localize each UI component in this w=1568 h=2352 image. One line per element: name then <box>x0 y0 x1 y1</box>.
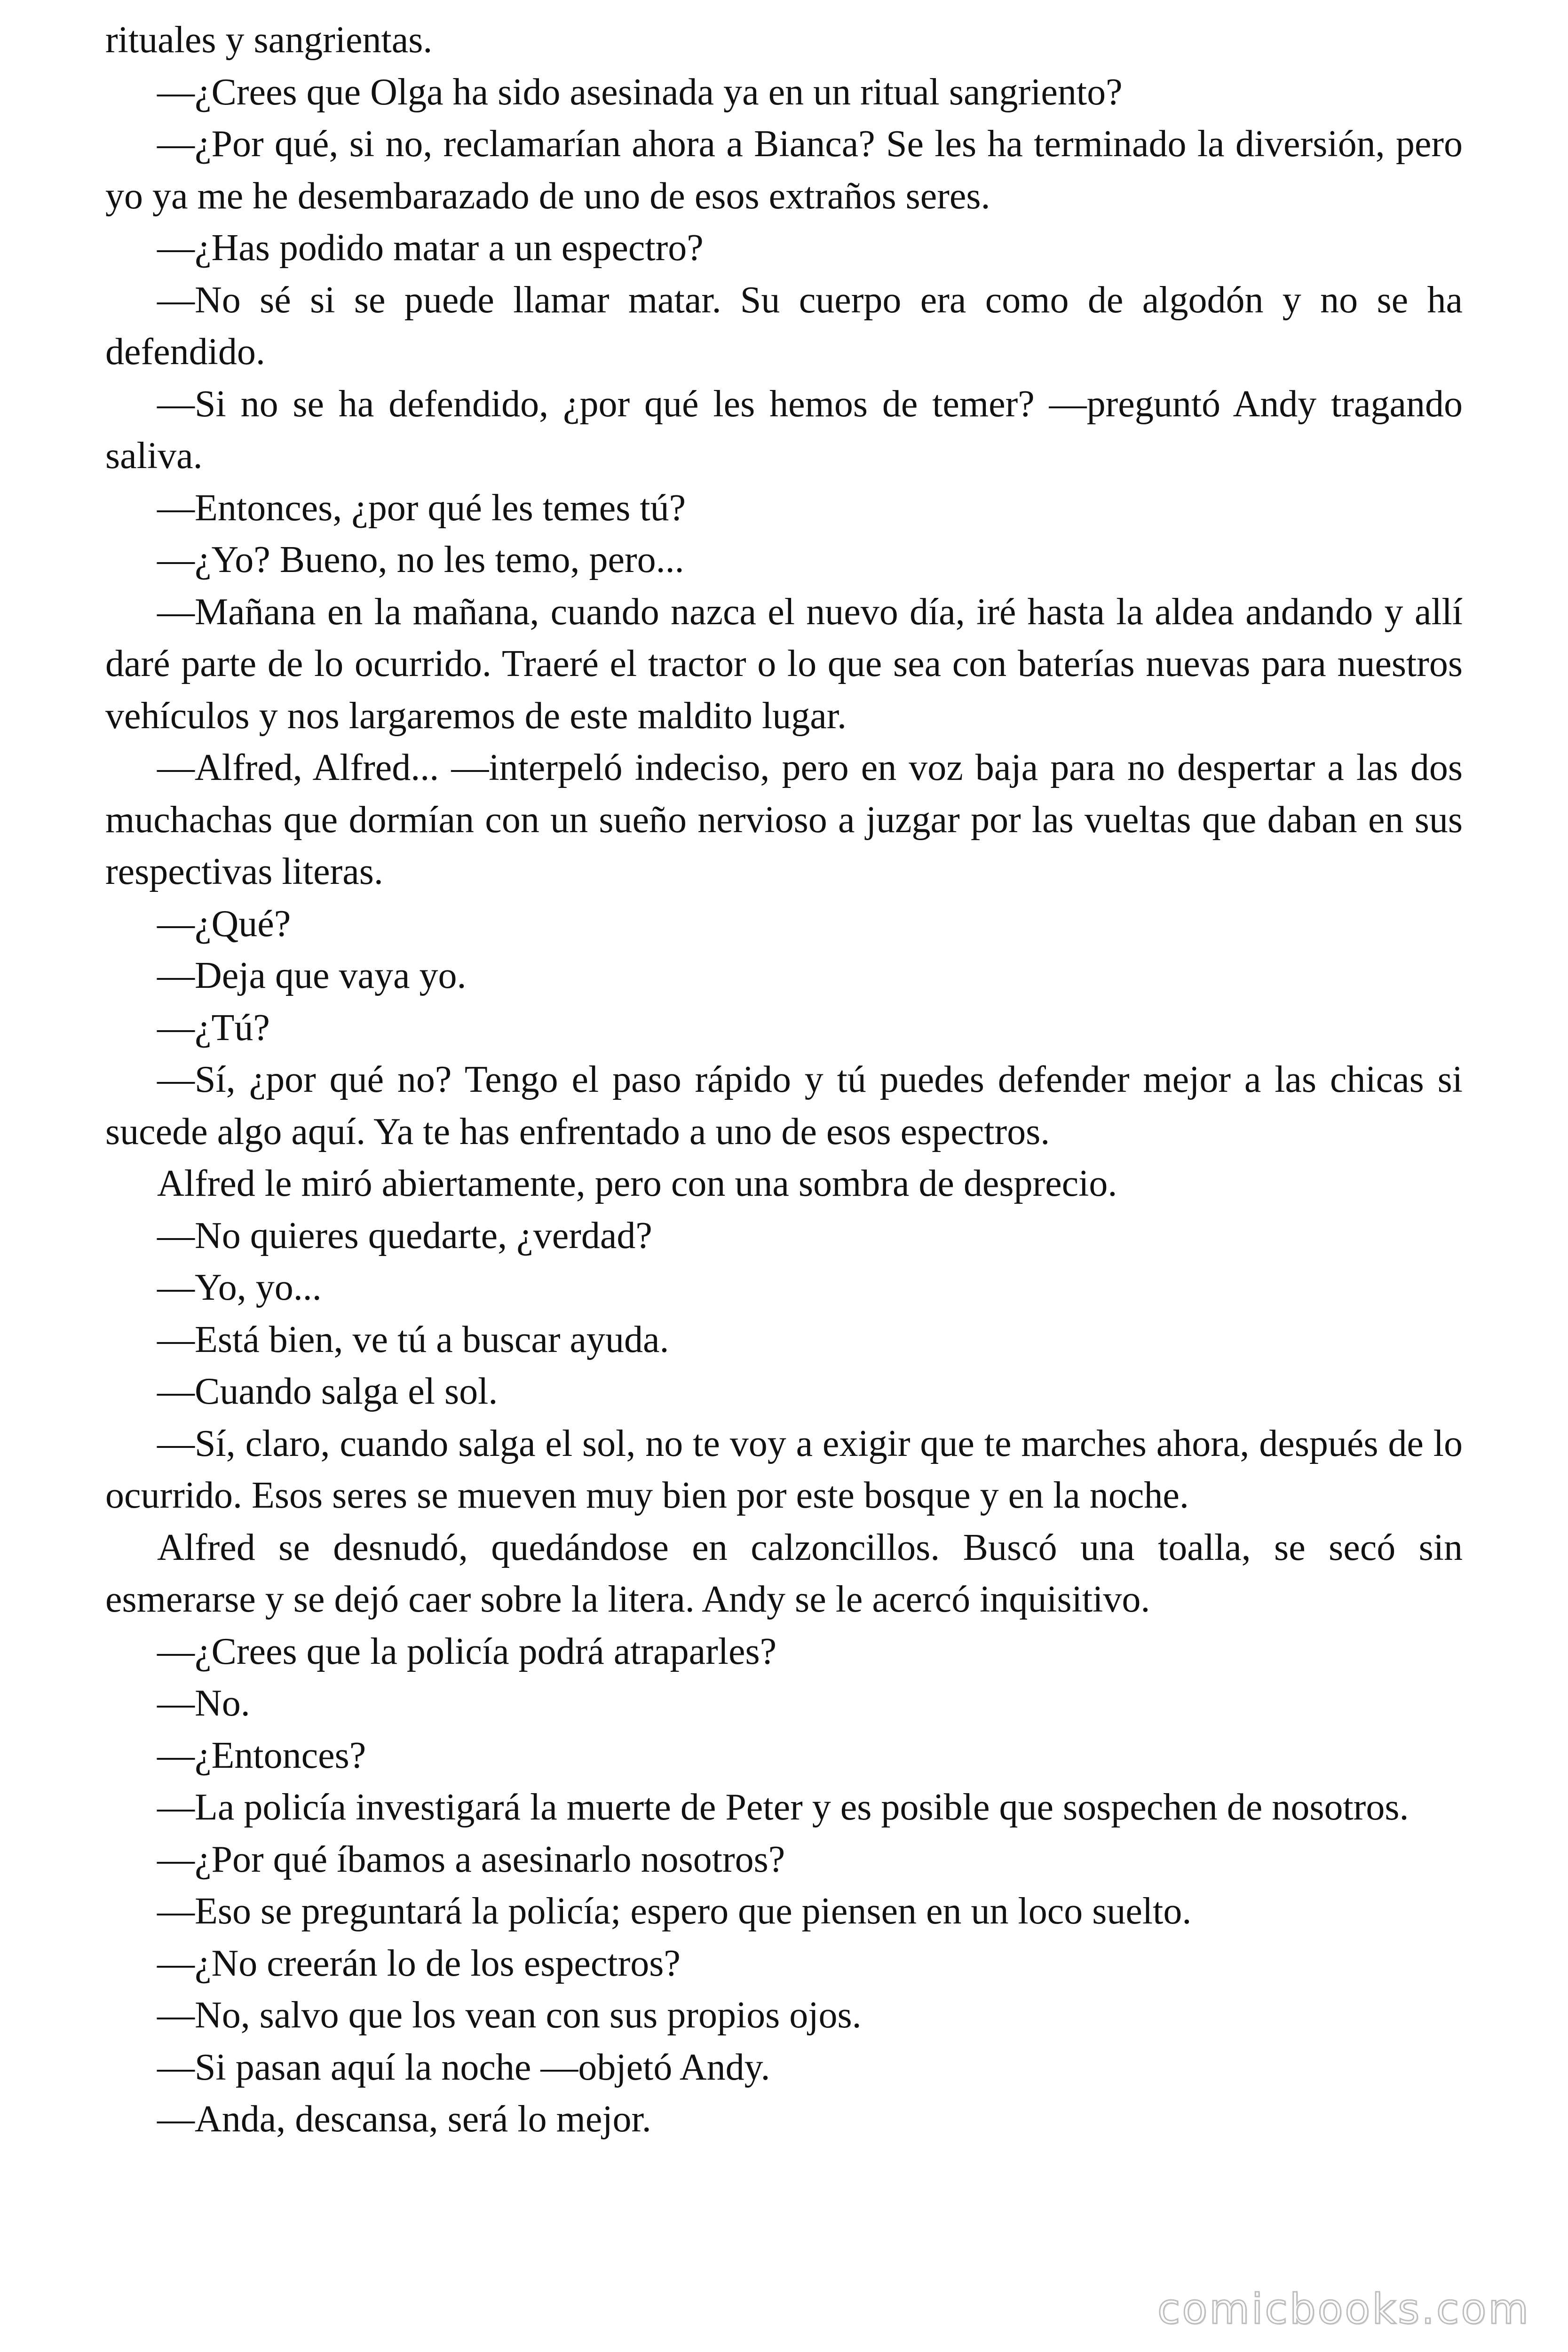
page-body <box>105 14 1463 2145</box>
paragraph: —Si no se ha defendido, ¿por qué les hemos de temer? —preguntó Andy tragando saliva. <box>105 383 1463 477</box>
paragraph: Alfred le miró abiertamente, pero con una sombra de desprecio. <box>157 1163 1117 1204</box>
paragraph: —Eso se preguntará la policía; espero que piensen en un loco suelto. <box>157 1891 1192 1932</box>
paragraph: —¿Por qué íbamos a asesinarlo nosotros? <box>157 1838 785 1880</box>
paragraph: —Está bien, ve tú a buscar ayuda. <box>157 1319 669 1360</box>
paragraph: —Entonces, ¿por qué les temes tú? <box>157 487 686 529</box>
paragraph: —¿Entonces? <box>157 1734 366 1776</box>
paragraph: —Mañana en la mañana, cuando nazca el nuevo día, iré hasta la aldea andando y allí daré parte de lo ocurrido. Traeré el tractor o lo que sea con baterías nuevas para nuestros vehículos y nos largaremos de este maldito lugar. <box>105 591 1463 737</box>
paragraph: —¿Crees que la policía podrá atraparles? <box>157 1630 777 1672</box>
paragraph: —¿Has podido matar a un espectro? <box>157 227 704 269</box>
paragraph: —Sí, claro, cuando salga el sol, no te voy a exigir que te marches ahora, después de lo ocurrido. Esos seres se mueven muy bien por este bosque y en la noche. <box>105 1422 1463 1516</box>
paragraph: Alfred se desnudó, quedándose en calzoncillos. Buscó una toalla, se secó sin esmerarse y se dejó caer sobre la litera. Andy se le acercó inquisitivo. <box>105 1526 1463 1620</box>
paragraph: —Cuando salga el sol. <box>157 1371 498 1412</box>
paragraph: —¿Crees que Olga ha sido asesinada ya en un ritual sangriento? <box>157 71 1123 113</box>
paragraph: —¿Tú? <box>157 1007 270 1049</box>
paragraph: —No quieres quedarte, ¿verdad? <box>157 1215 652 1256</box>
paragraph: —¿Qué? <box>157 903 291 945</box>
paragraph: —No, salvo que los vean con sus propios ojos. <box>157 1994 862 2036</box>
paragraph: —Deja que vaya yo. <box>157 955 467 996</box>
paragraph: —Yo, yo... <box>157 1267 322 1308</box>
paragraph: —¿Por qué, si no, reclamarían ahora a Bianca? Se les ha terminado la diversión, pero yo ya me he desembarazado de uno de esos extraños seres. <box>105 123 1463 217</box>
paragraph: —Anda, descansa, será lo mejor. <box>157 2098 651 2140</box>
paragraph: —Si pasan aquí la noche —objetó Andy. <box>157 2046 770 2088</box>
paragraph: rituales y sangrientas. <box>105 19 433 61</box>
paragraph: —No sé si se puede llamar matar. Su cuerpo era como de algodón y no se ha defendido. <box>105 279 1463 373</box>
paragraph: —No. <box>157 1683 250 1724</box>
paragraph: —La policía investigará la muerte de Peter y es posible que sospechen de nosotros. <box>157 1787 1409 1828</box>
watermark: comicbooks.com <box>1157 2285 1530 2333</box>
paragraph: —¿No creerán lo de los espectros? <box>157 1942 681 1984</box>
paragraph: —¿Yo? Bueno, no les temo, pero... <box>157 539 684 580</box>
paragraph: —Alfred, Alfred... —interpeló indeciso, pero en voz baja para no despertar a las dos muchachas que dormían con un sueño nervioso a juzgar por las vueltas que daban en sus respectivas literas. <box>105 747 1463 892</box>
paragraph: —Sí, ¿por qué no? Tengo el paso rápido y tú puedes defender mejor a las chicas si sucede algo aquí. Ya te has enfrentado a uno de esos espectros. <box>105 1059 1463 1152</box>
